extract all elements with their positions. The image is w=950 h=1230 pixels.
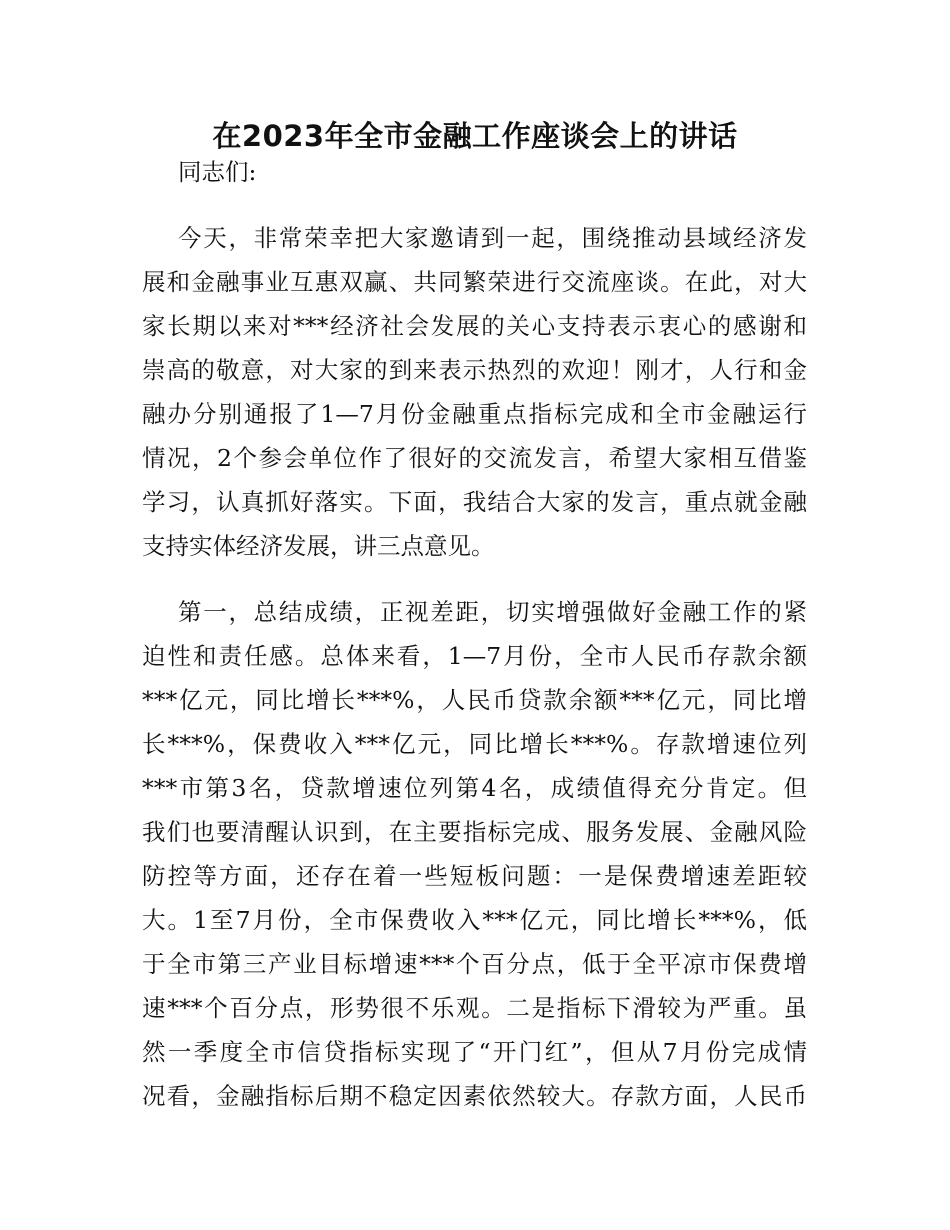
salutation: 同志们: [178, 158, 257, 186]
paragraph-line: 防控等方面，还存在着一些短板问题：一是保费增速差距较 [142, 862, 807, 890]
paragraph-line: 家长期以来对***经济社会发展的关心支持表示衷心的感谢和 [142, 312, 807, 340]
paragraph-line: 速***个百分点，形势很不乐观。二是指标下滑较为严重。虽 [142, 994, 807, 1022]
paragraph-line: 于全市第三产业目标增速***个百分点，低于全平凉市保费增 [142, 950, 807, 978]
paragraph-line: 然一季度全市信贷指标实现了“开门红”，但从7月份完成情 [142, 1038, 807, 1066]
paragraph-line: 崇高的敬意，对大家的到来表示热烈的欢迎！刚才，人行和金 [142, 356, 807, 384]
paragraph-line: 支持实体经济发展，讲三点意见。 [142, 532, 495, 560]
paragraph-line: 第一，总结成绩，正视差距，切实增强做好金融工作的紧 [178, 598, 807, 626]
paragraph-line: 迫性和责任感。总体来看，1—7月份，全市人民币存款余额 [142, 642, 807, 670]
paragraph-line: 长***%，保费收入***亿元，同比增长***%。存款增速位列 [142, 730, 807, 758]
paragraph-line: 大。1至7月份，全市保费收入***亿元，同比增长***%，低 [142, 906, 807, 934]
paragraph-line: 融办分别通报了1—7月份金融重点指标完成和全市金融运行 [142, 400, 807, 428]
document-title: 在2023年全市金融工作座谈会上的讲话 [212, 119, 738, 153]
paragraph-line: 况看，金融指标后期不稳定因素依然较大。存款方面，人民币 [142, 1082, 807, 1110]
paragraph-line: 今天，非常荣幸把大家邀请到一起，围绕推动县域经济发 [178, 224, 807, 252]
paragraph-line: 展和金融事业互惠双赢、共同繁荣进行交流座谈。在此，对大 [142, 268, 807, 296]
paragraph-line: 我们也要清醒认识到，在主要指标完成、服务发展、金融风险 [142, 818, 807, 846]
paragraph-line: ***亿元，同比增长***%，人民币贷款余额***亿元，同比增 [142, 686, 807, 714]
paragraph-line: 学习，认真抓好落实。下面，我结合大家的发言，重点就金融 [142, 488, 807, 516]
paragraph-line: 情况，2个参会单位作了很好的交流发言，希望大家相互借鉴 [142, 444, 807, 472]
paragraph-line: ***市第3名，贷款增速位列第4名，成绩值得充分肯定。但 [142, 774, 807, 802]
